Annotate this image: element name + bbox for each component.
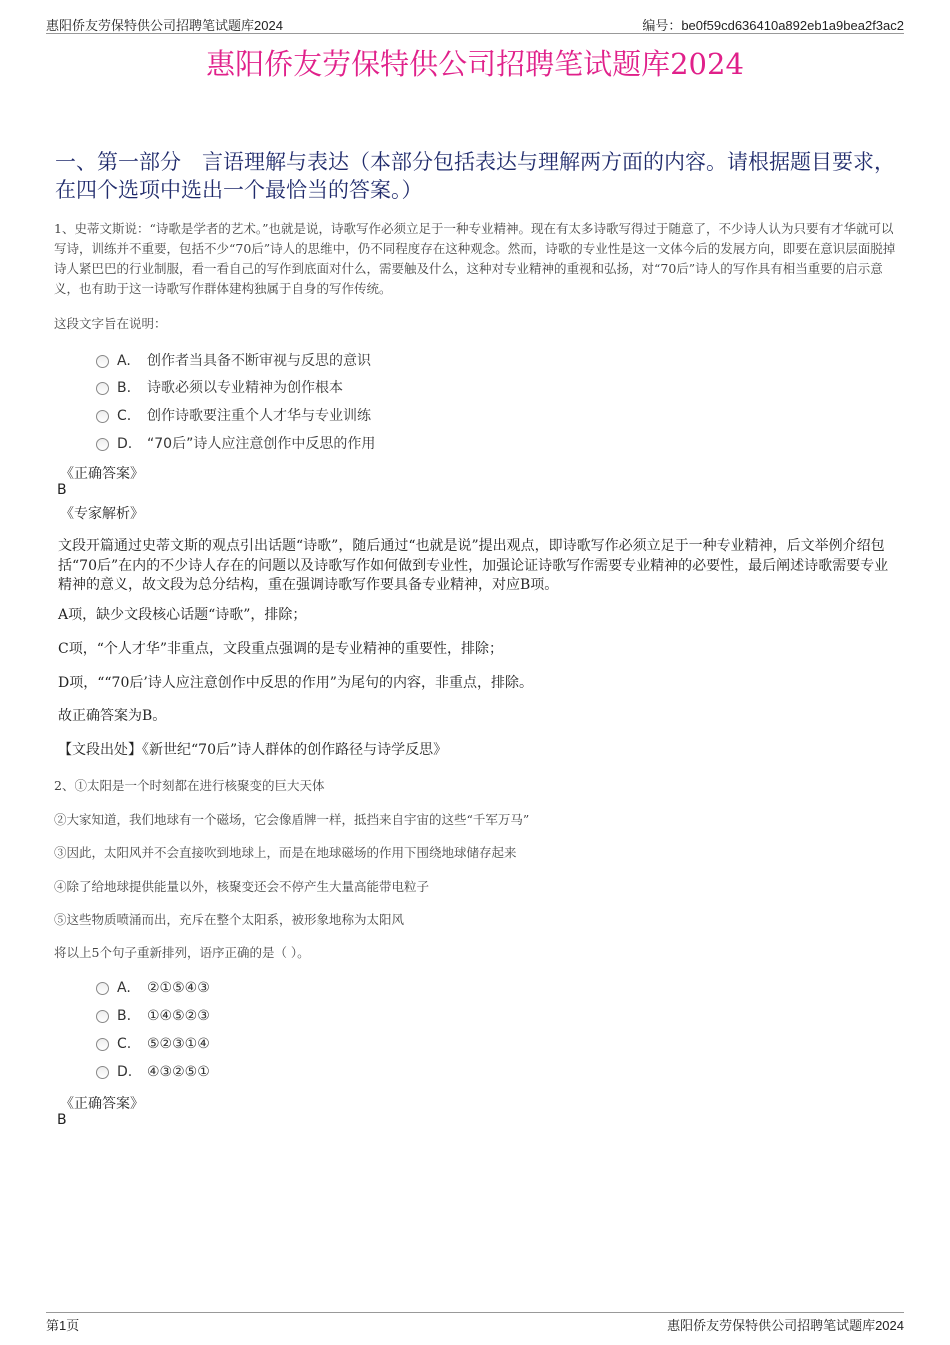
q1-option-c[interactable] [96, 405, 371, 425]
page-title: 惠阳侨友劳保特供公司招聘笔试题库2024 [206, 47, 744, 81]
analysis-option-c: C项，“个人才华”非重点，文段重点强调的是专业精神的重要性，排除； [58, 641, 504, 657]
analysis-source: 【文段出处】《新世纪“70后”诗人群体的创作路径与诗学反思》 [58, 742, 448, 758]
radio-icon[interactable] [96, 982, 109, 995]
q2-prompt: 将以上5个句子重新排列，语序正确的是（ ）。 [54, 945, 310, 960]
section-heading: 一、第一部分 言语理解与表达（本部分包括表达与理解两方面的内容。请根据题目要求，在四个选项中选出一个最恰当的答案。） [55, 150, 895, 202]
answer-value: B [57, 482, 67, 498]
q2-option-c[interactable] [96, 1036, 210, 1052]
option-text: ⑤②③①④ [147, 1036, 210, 1052]
analysis-label: 《专家解析》 [60, 506, 144, 522]
page-number: 第1页 [46, 1318, 80, 1333]
page-header [46, 15, 904, 34]
analysis-paragraph: 文段开篇通过史蒂文斯的观点引出话题“诗歌”，随后通过“也就是说”提出观点，即诗歌写作必须立足于一种专业精神，后文举例介绍包括“70后”在内的不少诗人存在的问题以及诗歌写作如何做到专业性，加强论证诗歌写作需要专业精神的必要性，最后阐述诗歌需要专业精神的意义，故文段为总分结构，重在强调诗歌写作要具备专业精神，对应B项。 [58, 538, 889, 593]
option-key: C. [117, 1036, 132, 1052]
option-text: 诗歌必须以专业精神为创作根本 [147, 380, 343, 396]
radio-icon[interactable] [96, 1010, 109, 1023]
radio-icon[interactable] [96, 1038, 109, 1051]
answer-value: B [57, 1112, 67, 1128]
q1-option-d[interactable] [96, 433, 375, 453]
analysis-option-a: A项，缺少文段核心话题“诗歌”，排除； [58, 607, 307, 623]
option-text: ④③②⑤① [147, 1064, 210, 1080]
header-id: 编号：be0f59cd636410a892eb1a9bea2f3ac2 [642, 18, 904, 33]
option-key: C. [117, 408, 132, 424]
q2-option-d[interactable] [96, 1064, 210, 1080]
question-1-prompt: 这段文字旨在说明： [54, 316, 167, 331]
radio-icon[interactable] [96, 355, 109, 368]
page-footer [46, 1312, 904, 1334]
q2-line: ③因此，太阳风并不会直接吹到地球上，而是在地球磁场的作用下围绕地球储存起来 [54, 845, 517, 860]
question-1-text: 1、史蒂文斯说：“诗歌是学者的艺术。”也就是说，诗歌写作必须立足于一种专业精神。现在有太多诗歌写得过于随意了，不少诗人认为只要有才华就可以写诗，训练并不重要，包括不少“70后”诗人的思维中，仍不同程度存在这种观念。然而，诗歌的专业性是这一文体今后的发展方向，即要在意识层面脱掉诗人紧巴巴的行业制服，看一看自己的写作到底面对什么，需要触及什么，这种对专业精神的重视和弘扬，对“70后”诗人的写作具有相当重要的启示意义，也有助于这一诗歌写作群体建构独属于自身的写作传统。 [54, 221, 896, 296]
header-title: 惠阳侨友劳保特供公司招聘笔试题库2024 [46, 18, 283, 33]
answer-label: 《正确答案》 [60, 466, 144, 482]
q2-line: 2、①太阳是一个时刻都在进行核聚变的巨大天体 [54, 778, 325, 793]
q2-line: ②大家知道，我们地球有一个磁场，它会像盾牌一样，抵挡来自宇宙的这些“千军万马” [54, 812, 530, 827]
radio-icon[interactable] [96, 410, 109, 423]
q2-option-b[interactable] [96, 1008, 210, 1024]
option-key: A. [117, 353, 131, 369]
option-key: B. [117, 380, 132, 396]
q1-option-a[interactable] [96, 350, 371, 370]
option-key: A. [117, 980, 131, 996]
option-key: B. [117, 1008, 132, 1024]
analysis-option-d: D项，““70后’诗人应注意创作中反思的作用”为尾句的内容，非重点，排除。 [58, 675, 533, 691]
option-text: 创作者当具备不断审视与反思的意识 [147, 353, 371, 369]
option-key: D. [117, 1064, 133, 1080]
radio-icon[interactable] [96, 382, 109, 395]
q2-line: ④除了给地球提供能量以外，核聚变还会不停产生大量高能带电粒子 [54, 879, 430, 894]
footer-title: 惠阳侨友劳保特供公司招聘笔试题库2024 [667, 1318, 904, 1333]
q1-option-b[interactable] [96, 377, 343, 397]
q2-option-a[interactable] [96, 980, 210, 996]
answer-label: 《正确答案》 [60, 1096, 144, 1112]
option-text: ②①⑤④③ [147, 980, 210, 996]
option-text: ①④⑤②③ [147, 1008, 210, 1024]
analysis-conclusion: 故正确答案为B。 [58, 708, 167, 724]
q2-line: ⑤这些物质喷涌而出，充斥在整个太阳系，被形象地称为太阳风 [54, 912, 405, 927]
option-key: D. [117, 436, 133, 452]
radio-icon[interactable] [96, 1066, 109, 1079]
option-text: “70后”诗人应注意创作中反思的作用 [147, 436, 376, 452]
option-text: 创作诗歌要注重个人才华与专业训练 [147, 408, 371, 424]
radio-icon[interactable] [96, 438, 109, 451]
